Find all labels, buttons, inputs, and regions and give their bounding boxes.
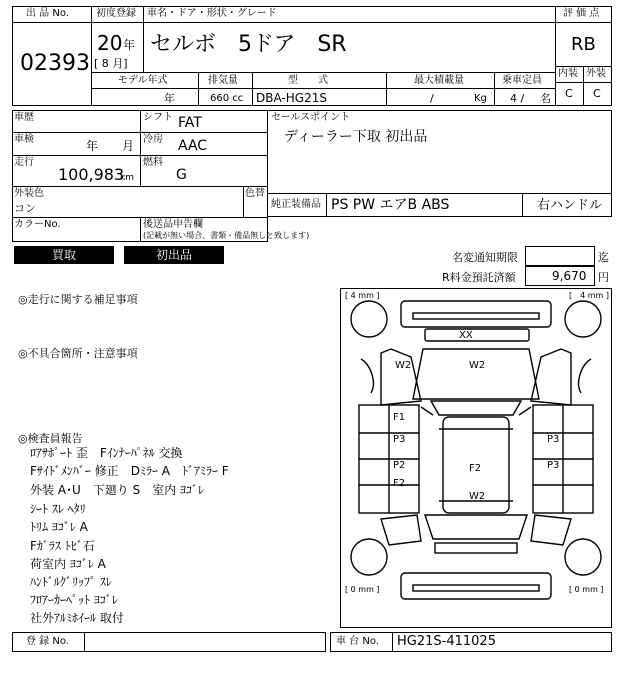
inspection-label: 車検 [14, 134, 34, 145]
doc-note: (記載が無い場合、書類・備品無しと致します) [143, 231, 310, 240]
inspector-line: ｼｰﾄ ｽﾚ ﾍﾀﾘ [30, 502, 86, 516]
sales-point-label: セールスポイント [271, 112, 351, 123]
first-registration-label: 初度登録 [96, 8, 136, 19]
front-bumper [401, 301, 551, 327]
model-year-unit: 年 [164, 92, 175, 105]
rear-bumper [401, 573, 551, 599]
car-name-label: 車名・ドア・形状・グレード [147, 8, 277, 19]
inspection-month: 月 [122, 139, 135, 153]
inspector-line: ﾛｱｻﾎﾟｰﾄ 歪 Fｲﾝﾅｰﾊﾟﾈﾙ 交換 [30, 446, 183, 460]
rear-right-tire [565, 539, 601, 575]
doc-label: 後送品申告欄 [143, 219, 203, 230]
displacement: 660 cc [210, 93, 244, 104]
notice-deadline-unit: 迄 [598, 251, 609, 264]
color-no-label: カラーNo. [14, 219, 61, 230]
mark-right-p3-bottom: P3 [547, 460, 560, 471]
max-load: / [430, 92, 434, 105]
lot-number: 02393 [20, 51, 90, 76]
overall-score: RB [571, 34, 596, 55]
inspector-line: ﾌﾛｱｰｶｰﾍﾟｯﾄ ﾖｺﾞﾚ [30, 593, 118, 607]
defects-notes-label: ◎不具合箇所・注意事項 [18, 347, 138, 360]
exterior-color: コン [14, 202, 36, 215]
mark-hood-left: W2 [395, 360, 412, 371]
exterior-score: C [593, 87, 601, 100]
score-label: 評 価 点 [563, 8, 600, 19]
front-right-tire [565, 301, 601, 337]
tire-rear-right: [ 0 mm ] [569, 585, 604, 594]
inspector-report-label: ◎検査員報告 [18, 432, 83, 445]
inspector-line: 外装 A･U 下廻り S 室内 ﾖｺﾞﾚ [30, 483, 205, 497]
mileage-label: 走行 [14, 157, 34, 168]
capacity-unit: 名 [540, 92, 551, 105]
fuel: G [176, 167, 187, 183]
damage-diagram [340, 288, 612, 628]
mark-door-p2: P2 [393, 460, 406, 471]
driving-notes-label: ◎走行に関する補足事項 [18, 293, 138, 306]
mark-roof-w2: W2 [469, 491, 486, 502]
mileage: 100,983 [58, 165, 125, 184]
registration-label: 登 録 No. [26, 636, 69, 647]
ac-label: 冷房 [143, 134, 163, 145]
interior-score-label: 内装 [558, 68, 578, 79]
front-left-tire [351, 301, 387, 337]
inspector-line: Fｻｲﾄﾞﾒﾝﾊﾞｰ 修正 Dﾐﾗｰ A ﾄﾞｱﾐﾗｰ F [30, 464, 229, 478]
mark-door-f2: F2 [393, 478, 406, 489]
steering-side: 右ハンドル [537, 198, 603, 213]
tire-rear-left: [ 0 mm ] [345, 585, 380, 594]
first-registration-year: 20 [97, 31, 123, 55]
lot-number-label: 出 品 No. [26, 8, 69, 19]
capacity: 4 / [510, 92, 525, 105]
mark-roof-f2: F2 [469, 463, 482, 474]
tire-front-right: [ 4 mm ] [569, 291, 610, 300]
model-type: DBA-HG21S [256, 91, 327, 105]
year-unit: 年 [123, 38, 136, 52]
history-label: 車歴 [14, 112, 34, 123]
shift: FAT [178, 115, 202, 131]
first-listing-badge: 初出品 [124, 246, 224, 264]
recycle-fee: 9,670 [552, 269, 587, 283]
notice-deadline-label: 名変通知期限 [452, 251, 518, 264]
recycle-fee-label: R料金預託済額 [442, 271, 516, 284]
fuel-label: 燃料 [143, 157, 163, 168]
inspector-line: 荷室内 ﾖｺﾞﾚ A [30, 557, 106, 571]
interior-score: C [565, 87, 573, 100]
model-year-label: モデル年式 [118, 75, 168, 86]
mileage-unit: km [120, 173, 134, 183]
chassis-label: 車 台 No. [336, 636, 379, 647]
equipment: PS PW エアB ABS [331, 197, 450, 213]
equipment-label: 純正装備品 [271, 199, 321, 210]
tire-front-left: [ 4 mm ] [345, 291, 380, 300]
mark-hood-center: W2 [469, 360, 486, 371]
color-change-label: 色替 [245, 188, 265, 199]
buy-badge: 買取 [14, 246, 114, 264]
mark-fender-f1: F1 [393, 412, 406, 423]
car-name: セルボ 5ドア SR [150, 32, 347, 57]
displacement-label: 排気量 [208, 75, 238, 86]
max-load-label: 最大積載量 [414, 75, 464, 86]
mark-front-bumper: XX [459, 330, 473, 341]
inspector-line: ﾊﾝﾄﾞﾙｸﾞﾘｯﾌﾟ ｽﾚ [30, 575, 112, 589]
inspector-line: Fｶﾞﾗｽ ﾄﾋﾞ石 [30, 539, 95, 553]
exterior-color-label: 外装色 [14, 188, 44, 199]
inspector-line: 社外ｱﾙﾐﾎｲｰﾙ 取付 [30, 611, 124, 625]
capacity-label: 乗車定員 [502, 75, 542, 86]
type-label: 型 式 [288, 75, 328, 86]
mark-fender-p3: P3 [393, 434, 406, 445]
recycle-fee-unit: 円 [598, 271, 609, 284]
max-load-unit: Kg [474, 93, 487, 104]
sales-point: ディーラー下取 初出品 [284, 129, 428, 145]
first-registration-month: [ 8 月] [94, 57, 128, 70]
mark-right-p3-top: P3 [547, 434, 560, 445]
exterior-score-label: 外装 [586, 68, 606, 79]
air-conditioning: AAC [178, 138, 208, 154]
rear-left-tire [351, 539, 387, 575]
inspector-line: ﾄﾘﾑ ﾖｺﾞﾚ A [30, 520, 88, 534]
inspection-year: 年 [86, 139, 99, 153]
chassis-number: HG21S-411025 [397, 634, 496, 649]
notice-deadline-box [525, 246, 595, 266]
shift-label: シフト [143, 112, 173, 123]
car-outline-diagram [341, 289, 611, 627]
